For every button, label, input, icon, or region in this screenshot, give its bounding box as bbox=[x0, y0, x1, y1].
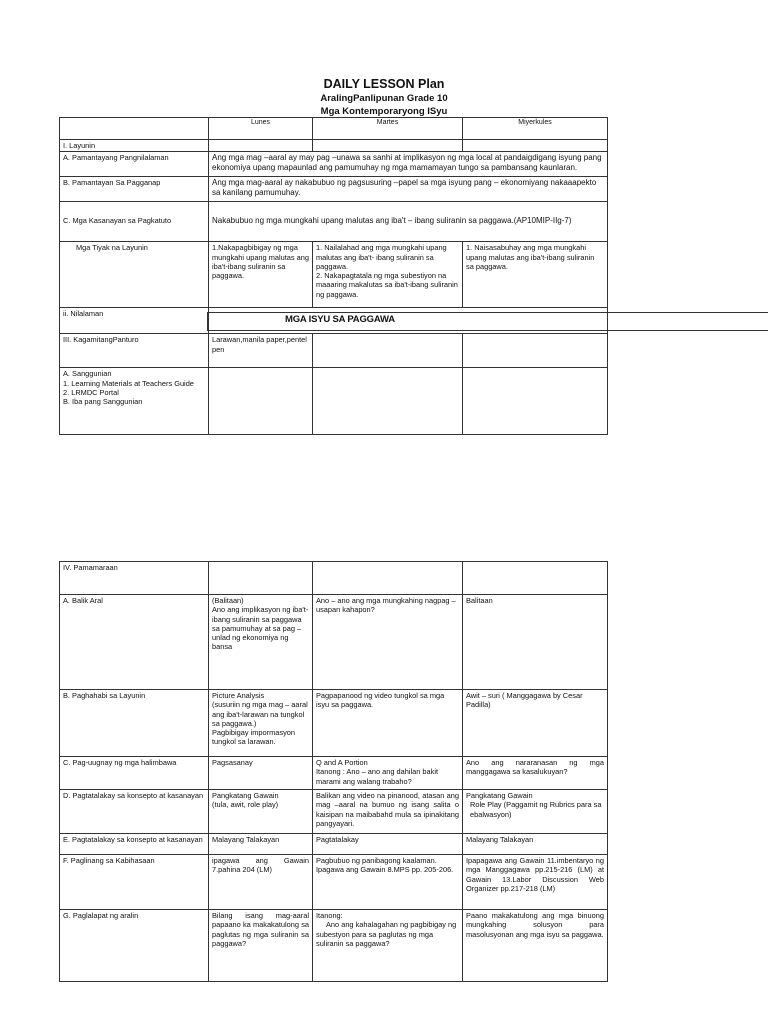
sanggunian-cell bbox=[60, 368, 209, 435]
nilalaman-banner-text: MGA ISYU SA PAGGAWA bbox=[285, 314, 395, 325]
lesson-title: DAILY LESSON Plan bbox=[323, 77, 445, 91]
pag-uugnay-martes-2: Itanong : Ano – ano ang dahilan bakit marami ang walang trabaho? bbox=[316, 767, 439, 786]
paglinang-martes-2: Ipagawa ang Gawain 8.MPS pp. 205-206. bbox=[316, 865, 454, 875]
kasanayan-label: C. Mga Kasanayan sa Pagkatuto bbox=[60, 202, 209, 242]
table-row bbox=[60, 242, 608, 308]
table-row bbox=[60, 177, 608, 202]
pagtatalakay-d-miyerkules-2: Role Play (Paggamit ng Rubrics para sa ebalwasyon) bbox=[470, 800, 602, 819]
table-row bbox=[60, 910, 608, 982]
kasanayan-text: Nakabubuo ng mga mungkahi upang malutas ang iba't – ibang suliranin sa paggawa.(AP10MIP-IIg-7) bbox=[209, 202, 608, 242]
paglalapat-martes-2: Ano ang kahalagahan ng pagbibigay ng subestyon para sa paglutas ng mga suliranin sa paggawa? bbox=[316, 920, 457, 948]
tiyak-martes-1: 1. Nailalahad ang mga mungkahi upang malutas ang iba't- ibang suliranin sa paggawa. bbox=[316, 243, 447, 271]
tiyak-miyerkules: 1. Naisasabuhay ang mga mungkahi upang malutas ang iba't-ibang suliranin sa paggawa. bbox=[463, 242, 608, 308]
pag-uugnay-lunes: Pagsasanay bbox=[209, 757, 313, 790]
day-header-miyerkules: Miyerkules bbox=[463, 118, 608, 140]
topic-subtitle: Mga Kontemporaryong ISyu bbox=[320, 106, 448, 117]
paglinang-martes bbox=[313, 855, 463, 910]
tiyak-lunes: 1.Nakapagbibigay ng mga mungkahi upang malutas ang iba't-ibang suliranin sa paggawa. bbox=[209, 242, 313, 308]
paghahabi-lunes bbox=[209, 690, 313, 757]
paglalapat-lunes: Bilang isang mag-aaral papaano ka makakatulong sa paglutas ng mga suliranin sa paggawa? bbox=[209, 910, 313, 982]
balik-aral-lunes-1: (Balitaan) bbox=[212, 596, 244, 605]
pag-uugnay-martes-1: Q and A Portion bbox=[316, 758, 368, 767]
pagtatalakay-d-lunes bbox=[209, 790, 313, 834]
table-row bbox=[60, 757, 608, 790]
paglinang-lunes: ipagawa ang Gawain 7.pahina 204 (LM) bbox=[209, 855, 313, 910]
sanggunian-line-4: B. Iba pang Sanggunian bbox=[63, 397, 143, 406]
paglinang-label: F. Paglinang sa Kabihasaan bbox=[60, 855, 209, 910]
paglalapat-label: G. Paglalapat ng aralin bbox=[60, 910, 209, 982]
grade-subtitle: AralingPanlipunan Grade 10 bbox=[320, 93, 448, 104]
pagtatalakay-d-lunes-1: Pangkatang Gawain bbox=[212, 791, 279, 800]
nilalaman-label: ii. Nilalaman bbox=[60, 308, 209, 334]
sanggunian-line-3: 2. LRMDC Portal bbox=[63, 387, 119, 397]
pagtatalakay-d-miyerkules-1: Pangkatang Gawain bbox=[466, 791, 533, 800]
table-row bbox=[60, 690, 608, 757]
header-blank-cell bbox=[60, 118, 209, 140]
lesson-plan-table-top bbox=[59, 117, 608, 435]
table-row bbox=[60, 152, 608, 177]
pamamaraan-label: IV. Pamamaraan bbox=[60, 562, 209, 595]
paghahabi-lunes-1: Picture Analysis bbox=[212, 691, 265, 700]
paghahabi-miyerkules: Awit – suri ( Manggagawa by Cesar Padilla) bbox=[463, 690, 608, 757]
paghahabi-label: B. Paghahabi sa Layunin bbox=[60, 690, 209, 757]
table-row bbox=[60, 562, 608, 595]
balik-aral-miyerkules: Balitaan bbox=[463, 595, 608, 690]
balik-aral-martes: Ano – ano ang mga mungkahing nagpag –usapan kahapon? bbox=[313, 595, 463, 690]
table-row bbox=[60, 790, 608, 834]
table-row bbox=[60, 368, 608, 435]
pamantayang-pangnilalaman-label: A. Pamantayang Pangnilalaman bbox=[60, 152, 209, 177]
sanggunian-line-2: 1. Learning Materials at Teachers Guide bbox=[63, 378, 194, 388]
paglalapat-miyerkules: Paano makakatulong ang mga binuong mungkahing solusyon para masolusyonan ang mga isyu sa paggawa. bbox=[463, 910, 608, 982]
tiyak-na-layunin-text: Mga Tiyak na Layunin bbox=[76, 243, 148, 253]
paghahabi-martes: Pagpapanood ng video tungkol sa mga isyu sa paggawa. bbox=[313, 690, 463, 757]
table-row bbox=[60, 855, 608, 910]
pagtatalakay-d-label: D. Pagtatalakay sa konsepto at kasanayan bbox=[60, 790, 209, 834]
paglinang-miyerkules: Ipapagawa ang Gawain 11.imbentaryo ng mga Manggagawa pp.215-216 (LM) at Gawain 13.Labor Discussion Web Organizer pp.217-218 (LM) bbox=[463, 855, 608, 910]
day-header-martes: Martes bbox=[313, 118, 463, 140]
kagamitang-lunes: Larawan,manila paper,pentel pen bbox=[209, 334, 313, 368]
nilalaman-banner bbox=[207, 312, 768, 331]
pagtatalakay-d-martes: Balikan ang video na pinanood, atasan ang mag –aaral na bumuo ng isang salita o kaisipan na maibabahd mula sa ipinakitang pangyayari. bbox=[313, 790, 463, 834]
paglalapat-martes bbox=[313, 910, 463, 982]
layunin-label: I. Layunin bbox=[60, 140, 209, 152]
pag-uugnay-miyerkules: Ano ang nararanasan ng mga manggagawa sa kasalukuyan? bbox=[463, 757, 608, 790]
tiyak-martes bbox=[313, 242, 463, 308]
paghahabi-lunes-2: (susuriin ng mga mag – aaral ang iba't-larawan na tungkol sa paggawa.) bbox=[212, 700, 308, 728]
table-row bbox=[60, 202, 608, 242]
balik-aral-lunes bbox=[209, 595, 313, 690]
pagtatalakay-e-martes: Pagtatalakay bbox=[313, 834, 463, 855]
pamantayan-sa-pagganap-label: B. Pamantayan Sa Pagganap bbox=[60, 177, 209, 202]
paglinang-martes-1: Pagbubuo ng panibagong kaalaman. bbox=[316, 856, 437, 865]
pamantayang-pangnilalaman-text: Ang mga mag –aaral ay may pag –unawa sa sanhi at implikasyon ng mga local at pandaigdigang isyung pang ekonomiya upang mapaunlad ang pamumuhay ng mga mamamayan tungo sa pambansang kaunlaran. bbox=[209, 152, 608, 177]
table-row bbox=[60, 834, 608, 855]
pag-uugnay-label: C. Pag-uugnay ng mga halimbawa bbox=[60, 757, 209, 790]
paghahabi-lunes-3: Pagbibigay impormasyon tungkol sa larawan. bbox=[212, 728, 295, 747]
balik-aral-lunes-2: Ano ang implikasyon ng iba't-ibang suliranin sa paggawa sa pamumuhay at sa pag –unlad ng ekonomiya ng bansa bbox=[212, 605, 309, 652]
paglalapat-martes-1: Itanong: bbox=[316, 911, 343, 920]
pagtatalakay-e-miyerkules: Malayang Talakayan bbox=[463, 834, 608, 855]
balik-aral-label: A. Balik Aral bbox=[60, 595, 209, 690]
lesson-plan-table-procedure bbox=[59, 561, 608, 982]
table-row bbox=[60, 334, 608, 368]
table-row bbox=[60, 595, 608, 690]
table-row bbox=[60, 140, 608, 152]
sanggunian-line-1: A. Sanggunian bbox=[63, 369, 112, 379]
pagtatalakay-e-lunes: Malayang Talakayan bbox=[209, 834, 313, 855]
pagtatalakay-d-miyerkules bbox=[463, 790, 608, 834]
day-header-lunes: Lunes bbox=[209, 118, 313, 140]
tiyak-na-layunin-label bbox=[60, 242, 209, 308]
pag-uugnay-martes bbox=[313, 757, 463, 790]
pagtatalakay-d-lunes-2: (tula, awit, role play) bbox=[212, 800, 279, 810]
table-row bbox=[60, 118, 608, 140]
tiyak-martes-2: 2. Nakapagtatala ng mga subestiyon na maaaring makalutas sa iba't-ibang suliranin ng paggawa. bbox=[316, 271, 458, 299]
pamantayan-sa-pagganap-text: Ang mga mag-aaral ay nakabubuo ng pagsusuring –papel sa mga isyung pang – ekonomiyang nakaaapekto sa kanilang pamumuhay. bbox=[209, 177, 608, 202]
kagamitang-panturo-label: III. KagamitangPanturo bbox=[60, 334, 209, 368]
pagtatalakay-e-label: E. Pagtatalakay sa konsepto at kasanayan bbox=[60, 834, 209, 855]
